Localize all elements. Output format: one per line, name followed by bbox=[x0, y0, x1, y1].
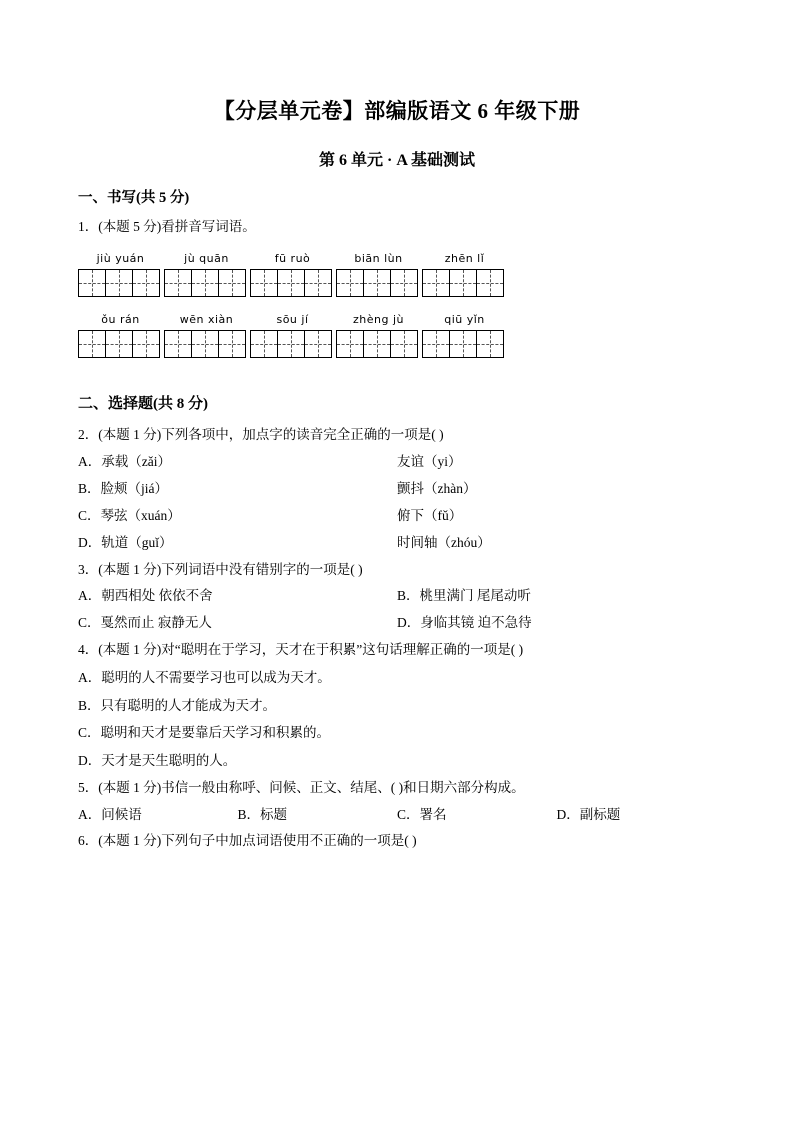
writing-cell[interactable] bbox=[422, 269, 450, 297]
question-4-number: 4 bbox=[78, 642, 85, 658]
option-label[interactable]: A．承载（zǎi） bbox=[78, 453, 171, 469]
question-6-number: 6 bbox=[78, 833, 85, 849]
option-label[interactable]: 俯下（fǔ） bbox=[397, 507, 463, 523]
writing-cell[interactable] bbox=[390, 269, 418, 297]
question-5-number: 5 bbox=[78, 779, 85, 795]
writing-box-group[interactable] bbox=[164, 330, 249, 358]
question-1-number: 1 bbox=[78, 219, 85, 234]
writing-cell[interactable] bbox=[363, 330, 391, 358]
writing-cell[interactable] bbox=[422, 330, 450, 358]
pinyin-label: sōu jí bbox=[276, 312, 309, 326]
writing-boxes-row-2 bbox=[78, 330, 716, 358]
question-2-text: ．(本题 1 分)下列各项中，加点字的读音完全正确的一项是( ) bbox=[84, 426, 444, 442]
writing-cell[interactable] bbox=[449, 330, 477, 358]
pinyin-label: jiù yuán bbox=[96, 251, 145, 265]
option-label[interactable]: C．署名 bbox=[397, 806, 447, 822]
writing-box-group[interactable] bbox=[336, 330, 421, 358]
question-1 bbox=[78, 217, 716, 238]
pinyin-label: biān lùn bbox=[354, 251, 403, 265]
page-subtitle: 第 6 单元 · A 基础测试 bbox=[318, 152, 475, 169]
option-label[interactable]: C．琴弦（xuán） bbox=[78, 507, 181, 523]
question-4-option-b[interactable]: B．只有聪明的人才能成为天才。 bbox=[78, 697, 277, 713]
question-6-text: ．(本题 1 分)下列句子中加点词语使用不正确的一项是( ) bbox=[84, 833, 417, 849]
writing-cell[interactable] bbox=[304, 330, 332, 358]
pinyin-grid-block-1 bbox=[78, 252, 716, 358]
writing-cell[interactable] bbox=[132, 269, 160, 297]
question-5 bbox=[78, 778, 716, 799]
question-5-options[interactable] bbox=[78, 805, 716, 826]
writing-cell[interactable] bbox=[105, 330, 133, 358]
writing-cell[interactable] bbox=[218, 269, 246, 297]
question-4-option-c[interactable]: C．聪明和天才是要靠后天学习和积累的。 bbox=[78, 725, 331, 741]
pinyin-label: ǒu rán bbox=[101, 312, 140, 326]
option-label[interactable]: D．轨道（guǐ） bbox=[78, 534, 173, 550]
writing-cell[interactable] bbox=[164, 330, 192, 358]
option-label[interactable]: 颤抖（zhàn） bbox=[397, 480, 477, 496]
writing-cell[interactable] bbox=[218, 330, 246, 358]
writing-cell[interactable] bbox=[277, 330, 305, 358]
section-heading-choice: 二、选择题(共 8 分) bbox=[78, 395, 208, 412]
page-title: 【分层单元卷】部编版语文 6 年级下册 bbox=[213, 99, 581, 123]
writing-box-group[interactable] bbox=[78, 330, 163, 358]
option-label[interactable]: A．朝西相处 依依不舍 bbox=[78, 588, 213, 604]
writing-box-group[interactable] bbox=[250, 330, 335, 358]
option-label[interactable]: B．桃里满门 尾尾动听 bbox=[397, 588, 531, 604]
writing-cell[interactable] bbox=[363, 269, 391, 297]
writing-cell[interactable] bbox=[78, 269, 106, 297]
question-2-number: 2 bbox=[78, 426, 85, 442]
writing-box-group[interactable] bbox=[250, 269, 335, 297]
writing-cell[interactable] bbox=[390, 330, 418, 358]
pinyin-label: zhēn lǐ bbox=[444, 251, 485, 265]
writing-cell[interactable] bbox=[449, 269, 477, 297]
writing-cell[interactable] bbox=[336, 269, 364, 297]
question-2-option-c[interactable] bbox=[78, 506, 716, 527]
writing-cell[interactable] bbox=[250, 330, 278, 358]
question-3-number: 3 bbox=[78, 561, 85, 577]
option-label[interactable]: B．脸颊（jiá） bbox=[78, 480, 168, 496]
question-3-options-cd[interactable] bbox=[78, 613, 716, 634]
option-label[interactable]: A．问候语 bbox=[78, 806, 142, 822]
writing-box-group[interactable] bbox=[422, 330, 507, 358]
option-label[interactable]: C．戛然而止 寂静无人 bbox=[78, 615, 212, 631]
option-label[interactable]: 友谊（yi） bbox=[397, 453, 462, 469]
writing-box-group[interactable] bbox=[164, 269, 249, 297]
pinyin-label: fū ruò bbox=[274, 251, 311, 265]
writing-cell[interactable] bbox=[277, 269, 305, 297]
question-4-option-a[interactable]: A．聪明的人不需要学习也可以成为天才。 bbox=[78, 670, 331, 686]
pinyin-row-2 bbox=[78, 313, 716, 326]
question-2-option-b[interactable] bbox=[78, 479, 716, 500]
option-label[interactable]: 时间轴（zhóu） bbox=[397, 534, 491, 550]
writing-box-group[interactable] bbox=[78, 269, 163, 297]
writing-cell[interactable] bbox=[476, 330, 504, 358]
question-3 bbox=[78, 560, 716, 581]
option-label[interactable]: D．副标题 bbox=[556, 806, 621, 822]
writing-box-group[interactable] bbox=[336, 269, 421, 297]
pinyin-row-1 bbox=[78, 252, 716, 265]
writing-cell[interactable] bbox=[191, 330, 219, 358]
question-2-option-a[interactable] bbox=[78, 452, 716, 473]
writing-cell[interactable] bbox=[250, 269, 278, 297]
question-6 bbox=[78, 831, 716, 852]
pinyin-label: zhèng jù bbox=[353, 312, 404, 326]
writing-cell[interactable] bbox=[78, 330, 106, 358]
pinyin-label: wēn xiàn bbox=[179, 312, 234, 326]
section-heading-writing: 一、书写(共 5 分) bbox=[78, 190, 190, 206]
writing-boxes-row-1 bbox=[78, 269, 716, 297]
question-3-options-ab[interactable] bbox=[78, 586, 716, 607]
question-3-text: ．(本题 1 分)下列词语中没有错别字的一项是( ) bbox=[84, 561, 363, 577]
pinyin-label: qiū yǐn bbox=[444, 312, 485, 326]
writing-cell[interactable] bbox=[191, 269, 219, 297]
writing-cell[interactable] bbox=[476, 269, 504, 297]
question-1-text: ．(本题 5 分)看拼音写词语。 bbox=[84, 219, 256, 234]
question-2 bbox=[78, 425, 716, 446]
writing-cell[interactable] bbox=[304, 269, 332, 297]
pinyin-label: jù quān bbox=[184, 251, 229, 265]
option-label[interactable]: B．标题 bbox=[237, 806, 288, 822]
writing-cell[interactable] bbox=[164, 269, 192, 297]
writing-cell[interactable] bbox=[105, 269, 133, 297]
writing-box-group[interactable] bbox=[422, 269, 507, 297]
question-4 bbox=[78, 640, 716, 661]
writing-cell[interactable] bbox=[132, 330, 160, 358]
question-2-option-d[interactable] bbox=[78, 533, 716, 554]
option-label[interactable]: D．身临其镜 迫不急待 bbox=[397, 615, 532, 631]
writing-cell[interactable] bbox=[336, 330, 364, 358]
question-4-option-d[interactable]: D．天才是天生聪明的人。 bbox=[78, 753, 237, 768]
question-5-text: ．(本题 1 分)书信一般由称呼、问候、正文、结尾、( )和日期六部分构成。 bbox=[84, 779, 525, 795]
question-4-text: ．(本题 1 分)对“聪明在于学习，天才在于积累”这句话理解正确的一项是( ) bbox=[84, 642, 524, 658]
